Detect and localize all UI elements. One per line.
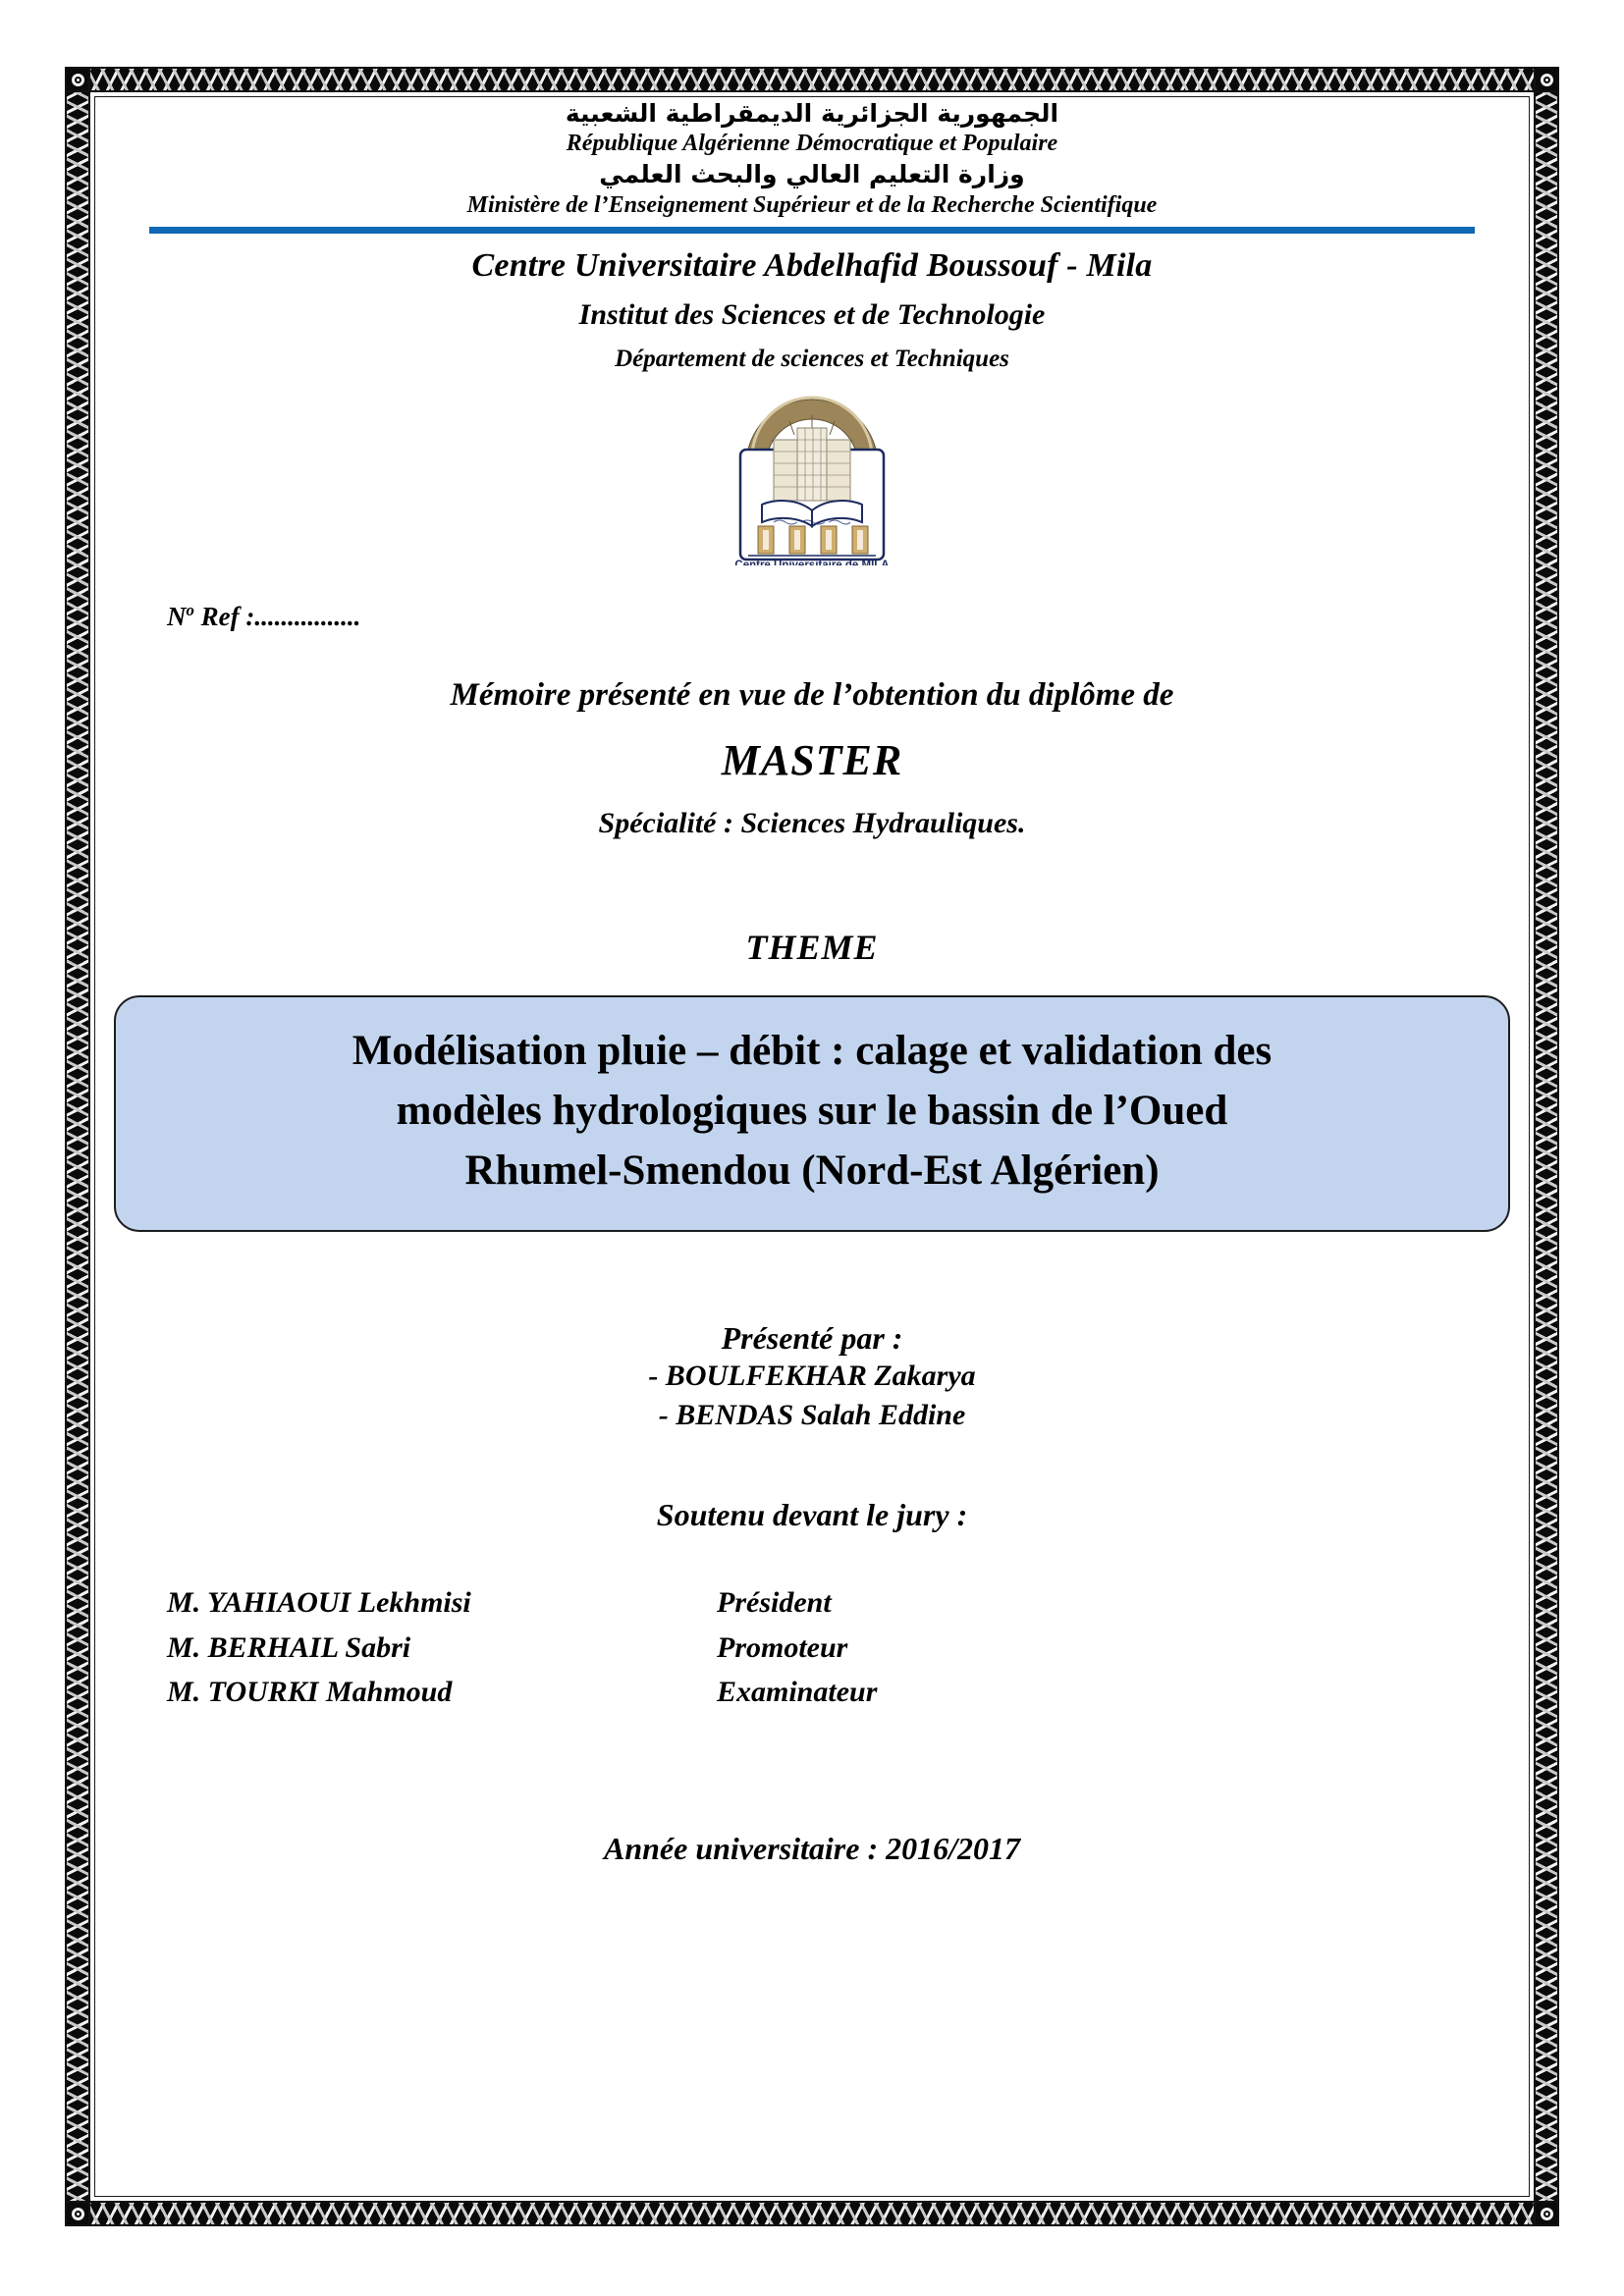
corner-medallion-icon (65, 67, 90, 92)
jury-member-role: Examinateur (717, 1676, 878, 1709)
border-band-bottom (65, 2201, 1559, 2226)
thesis-title-box (114, 995, 1510, 1232)
department-name: Département de sciences et Techniques (615, 345, 1009, 372)
theme-label: THEME (745, 927, 879, 967)
ministry-header (96, 98, 1528, 221)
republic-french-text: République Algérienne Démocratique et Populaire (566, 131, 1058, 157)
corner-medallion-icon (65, 2201, 90, 2226)
academic-year: Année universitaire : 2016/2017 (603, 1830, 1020, 1866)
ministry-arabic-text: وزارة التعليم العالي والبحث العلمي (599, 160, 1025, 189)
header-divider-rule (149, 227, 1475, 234)
jury-member-role: Promoteur (717, 1630, 848, 1664)
university-logo (729, 389, 895, 565)
diploma-statement: Mémoire présenté en vue de l’obtention du diplôme de (450, 676, 1174, 713)
cover-page-content (96, 98, 1528, 2195)
decorative-page-border (65, 67, 1559, 2226)
institute-name: Institut des Sciences et de Technologie (578, 297, 1046, 331)
jury-member-name: M. YAHIAOUI Lekhmisi (167, 1586, 471, 1620)
degree-name: MASTER (721, 735, 903, 784)
reference-superscript: o (186, 600, 194, 619)
thesis-title-line-2: modèles hydrologiques sur le bassin de l’Oued (396, 1087, 1228, 1134)
jury-row (167, 1626, 1168, 1671)
corner-medallion-icon (1534, 67, 1559, 92)
jury-table (167, 1580, 1168, 1715)
jury-label: Soutenu devant le jury : (656, 1497, 968, 1533)
reference-label: N (167, 601, 187, 631)
jury-row (167, 1580, 1168, 1626)
border-band-right (1534, 67, 1559, 2226)
thesis-title-line-1: Modélisation pluie – débit : calage et validation des (352, 1027, 1272, 1074)
authors-label: Présenté par : (721, 1320, 903, 1357)
jury-member-role: Président (717, 1586, 832, 1620)
ministry-french-text: Ministère de l’Enseignement Supérieur et de la Recherche Scientifique (466, 191, 1158, 218)
border-band-top (65, 67, 1559, 92)
author-name-1: - BOULFEKHAR Zakarya (648, 1360, 976, 1393)
republic-arabic-text: الجمهورية الجزائرية الديمقراطية الشعبية (565, 99, 1059, 128)
specialty-name: Spécialité : Sciences Hydrauliques. (598, 806, 1026, 839)
thesis-title-line-3: Rhumel-Smendou (Nord-Est Algérien) (464, 1147, 1160, 1194)
author-name-2: - BENDAS Salah Eddine (658, 1398, 966, 1431)
jury-row (167, 1670, 1168, 1715)
reference-value: Ref :................ (193, 601, 361, 631)
university-logo-icon (729, 389, 895, 565)
border-band-left (65, 67, 90, 2226)
logo-caption-text: Centre Universitaire de MILA (734, 559, 890, 565)
jury-member-name: M. TOURKI Mahmoud (167, 1676, 453, 1709)
corner-medallion-icon (1534, 2201, 1559, 2226)
jury-member-name: M. BERHAIL Sabri (167, 1630, 411, 1664)
reference-number (167, 601, 1528, 632)
university-name: Centre Universitaire Abdelhafid Boussouf - Mila (471, 246, 1153, 284)
